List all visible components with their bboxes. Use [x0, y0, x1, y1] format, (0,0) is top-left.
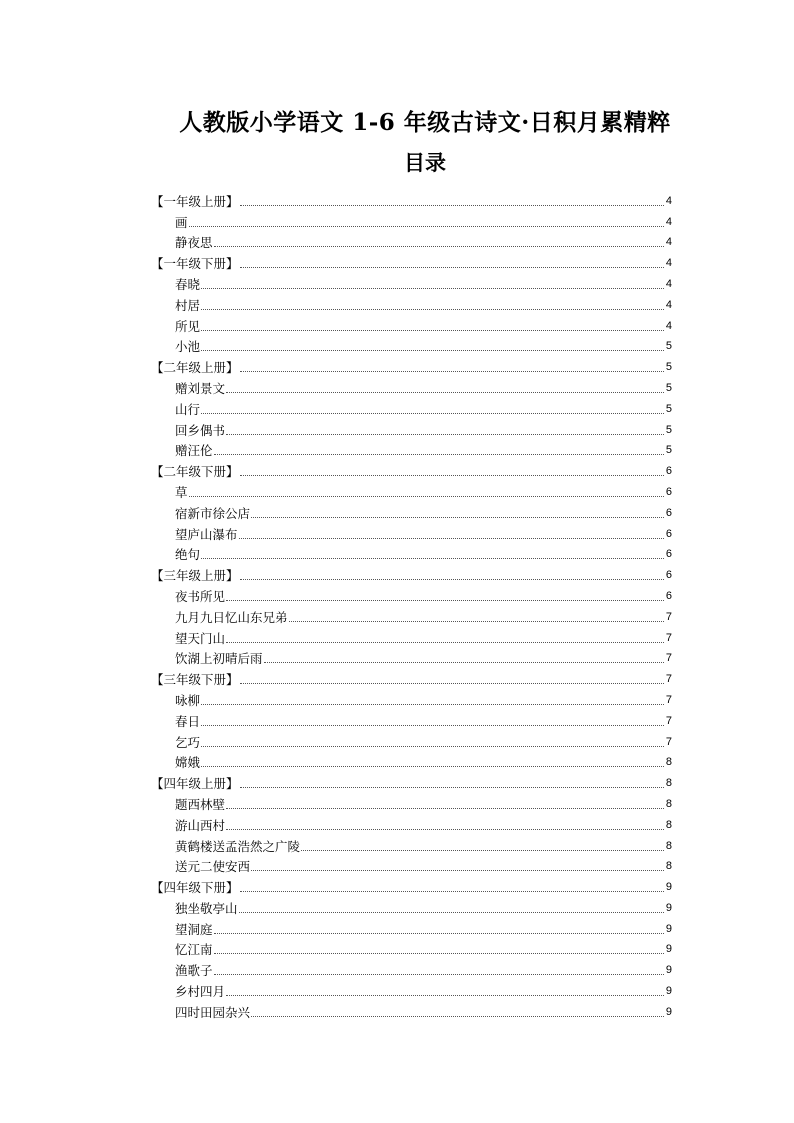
toc-entry-row[interactable] [151, 793, 672, 814]
toc-entry-row[interactable] [151, 502, 672, 523]
toc-entry-label: 绝句 [175, 547, 201, 563]
toc-page-number: 8 [665, 777, 672, 790]
toc-entry-label: 【二年级下册】 [151, 464, 239, 480]
toc-dot-leader [201, 287, 664, 289]
toc-page-number: 5 [665, 340, 672, 353]
toc-dot-leader [214, 973, 664, 975]
toc-entry-label: 望天门山 [175, 630, 226, 646]
toc-dot-leader [214, 952, 664, 954]
toc-page-number: 4 [665, 319, 672, 332]
toc-entry-row[interactable] [151, 1001, 672, 1022]
toc-entry-label: 望庐山瀑布 [175, 526, 238, 542]
toc-dot-leader [226, 433, 664, 435]
toc-page-number: 9 [665, 943, 672, 956]
toc-page-number: 5 [665, 381, 672, 394]
toc-page-number: 4 [665, 194, 672, 207]
toc-dot-leader [201, 412, 664, 414]
toc-dot-leader [240, 786, 664, 788]
toc-entry-label: 送元二使安西 [175, 859, 251, 875]
toc-entry-row[interactable] [151, 315, 672, 336]
toc-entry-label: 画 [175, 214, 188, 230]
toc-page-number: 9 [665, 964, 672, 977]
toc-page-number: 6 [665, 506, 672, 519]
toc-entry-row[interactable] [151, 481, 672, 502]
toc-entry-row[interactable] [151, 856, 672, 877]
toc-entry-row[interactable] [151, 585, 672, 606]
toc-entry-label: 【四年级上册】 [151, 776, 239, 792]
toc-page-number: 9 [665, 1005, 672, 1018]
toc-dot-leader [240, 890, 664, 892]
toc-entry-row[interactable] [151, 211, 672, 232]
toc-dot-leader [214, 245, 664, 247]
toc-entry-row[interactable] [151, 294, 672, 315]
toc-entry-label: 村居 [175, 297, 201, 313]
toc-entry-label: 【三年级下册】 [151, 672, 239, 688]
toc-page-number: 5 [665, 402, 672, 415]
toc-entry-row[interactable] [151, 606, 672, 627]
toc-page-number: 8 [665, 860, 672, 873]
toc-page-number: 9 [665, 922, 672, 935]
table-of-contents [151, 190, 672, 1022]
toc-page-number: 7 [665, 735, 672, 748]
toc-dot-leader [189, 225, 664, 227]
toc-entry-row[interactable] [151, 939, 672, 960]
toc-entry-label: 渔歌子 [175, 963, 213, 979]
toc-page-number: 9 [665, 901, 672, 914]
toc-entry-row[interactable] [151, 273, 672, 294]
toc-dot-leader [251, 516, 664, 518]
toc-page-number: 6 [665, 485, 672, 498]
toc-page-number: 4 [665, 277, 672, 290]
toc-dot-leader [240, 370, 664, 372]
toc-dot-leader [240, 682, 664, 684]
toc-entry-label: 望洞庭 [175, 921, 213, 937]
toc-page-number: 7 [665, 610, 672, 623]
toc-dot-leader [226, 641, 664, 643]
toc-entry-label: 乞巧 [175, 734, 201, 750]
toc-entry-label: 宿新市徐公店 [175, 505, 251, 521]
toc-dot-leader [226, 807, 664, 809]
toc-entry-row[interactable] [151, 648, 672, 669]
toc-entry-row[interactable] [151, 752, 672, 773]
toc-dot-leader [251, 1015, 664, 1017]
toc-entry-label: 赠刘景文 [175, 380, 226, 396]
toc-section-row[interactable] [151, 876, 672, 897]
toc-section-row[interactable] [151, 460, 672, 481]
toc-dot-leader [201, 745, 664, 747]
toc-page-number: 6 [665, 569, 672, 582]
toc-entry-label: 春晓 [175, 276, 201, 292]
toc-dot-leader [214, 932, 664, 934]
toc-page-number: 7 [665, 693, 672, 706]
toc-heading: 目录 [404, 150, 446, 175]
toc-entry-row[interactable] [151, 959, 672, 980]
toc-dot-leader [240, 204, 664, 206]
toc-entry-label: 嫦娥 [175, 755, 201, 771]
toc-entry-label: 忆江南 [175, 942, 213, 958]
toc-dot-leader [214, 453, 664, 455]
toc-page-number: 7 [665, 673, 672, 686]
toc-dot-leader [240, 266, 664, 268]
toc-entry-label: 静夜思 [175, 235, 213, 251]
toc-entry-label: 夜书所见 [175, 588, 226, 604]
toc-entry-row[interactable] [151, 419, 672, 440]
toc-dot-leader [226, 994, 664, 996]
toc-entry-row[interactable] [151, 627, 672, 648]
toc-section-row[interactable] [151, 190, 672, 211]
toc-dot-leader [239, 911, 664, 913]
toc-page-number: 6 [665, 548, 672, 561]
toc-page-number: 5 [665, 423, 672, 436]
toc-entry-row[interactable] [151, 918, 672, 939]
toc-dot-leader [301, 849, 664, 851]
toc-entry-row[interactable] [151, 544, 672, 565]
toc-page-number: 5 [665, 361, 672, 374]
toc-page-number: 8 [665, 797, 672, 810]
toc-page-number: 9 [665, 881, 672, 894]
toc-dot-leader [201, 308, 664, 310]
toc-dot-leader [201, 557, 664, 559]
toc-entry-label: 赠汪伦 [175, 443, 213, 459]
toc-dot-leader [201, 765, 664, 767]
toc-entry-label: 游山西村 [175, 817, 226, 833]
toc-entry-row[interactable] [151, 523, 672, 544]
toc-section-row[interactable] [151, 356, 672, 377]
toc-page-number: 8 [665, 839, 672, 852]
toc-entry-label: 所见 [175, 318, 201, 334]
toc-page-number: 6 [665, 527, 672, 540]
toc-page-number: 7 [665, 631, 672, 644]
toc-entry-label: 【二年级上册】 [151, 360, 239, 376]
toc-dot-leader [189, 495, 664, 497]
toc-entry-row[interactable] [151, 980, 672, 1001]
toc-entry-row[interactable] [151, 377, 672, 398]
toc-entry-label: 小池 [175, 339, 201, 355]
toc-page-number: 5 [665, 444, 672, 457]
toc-entry-row[interactable] [151, 232, 672, 253]
toc-dot-leader [289, 620, 664, 622]
toc-entry-label: 春日 [175, 713, 201, 729]
toc-page-number: 6 [665, 589, 672, 602]
toc-section-row[interactable] [151, 772, 672, 793]
toc-entry-label: 独坐敬亭山 [175, 900, 238, 916]
toc-entry-label: 乡村四月 [175, 984, 226, 1000]
toc-entry-label: 【四年级下册】 [151, 880, 239, 896]
toc-entry-label: 咏柳 [175, 692, 201, 708]
toc-entry-row[interactable] [151, 710, 672, 731]
toc-entry-label: 九月九日忆山东兄弟 [175, 609, 288, 625]
toc-entry-label: 饮湖上初晴后雨 [175, 651, 263, 667]
toc-page-number: 8 [665, 818, 672, 831]
toc-entry-row[interactable] [151, 398, 672, 419]
toc-entry-row[interactable] [151, 897, 672, 918]
toc-entry-row[interactable] [151, 689, 672, 710]
toc-page-number: 4 [665, 257, 672, 270]
toc-entry-label: 【一年级下册】 [151, 256, 239, 272]
toc-entry-row[interactable] [151, 731, 672, 752]
toc-entry-label: 四时田园杂兴 [175, 1004, 251, 1020]
toc-section-row[interactable] [151, 564, 672, 585]
toc-page-number: 9 [665, 985, 672, 998]
toc-dot-leader [239, 537, 664, 539]
toc-dot-leader [226, 391, 664, 393]
toc-page-number: 6 [665, 465, 672, 478]
toc-dot-leader [240, 578, 664, 580]
toc-entry-label: 题西林壁 [175, 796, 226, 812]
toc-page-number: 7 [665, 652, 672, 665]
toc-page-number: 4 [665, 215, 672, 228]
toc-dot-leader [201, 349, 664, 351]
toc-entry-row[interactable] [151, 835, 672, 856]
toc-dot-leader [201, 724, 664, 726]
toc-dot-leader [226, 828, 664, 830]
toc-page-number: 8 [665, 756, 672, 769]
toc-page-number: 4 [665, 298, 672, 311]
toc-entry-label: 草 [175, 484, 188, 500]
toc-entry-label: 【一年级上册】 [151, 193, 239, 209]
toc-dot-leader [264, 661, 664, 663]
document-title: 人教版小学语文 1-6 年级古诗文·日积月累精粹 [179, 109, 671, 136]
toc-entry-row[interactable] [151, 814, 672, 835]
toc-section-row[interactable] [151, 252, 672, 273]
toc-dot-leader [226, 599, 664, 601]
toc-section-row[interactable] [151, 668, 672, 689]
toc-entry-label: 山行 [175, 401, 201, 417]
toc-page-number: 7 [665, 714, 672, 727]
toc-entry-label: 【三年级上册】 [151, 568, 239, 584]
toc-dot-leader [251, 869, 664, 871]
toc-dot-leader [240, 474, 664, 476]
toc-entry-row[interactable] [151, 336, 672, 357]
toc-dot-leader [201, 329, 664, 331]
toc-page-number: 4 [665, 236, 672, 249]
toc-dot-leader [201, 703, 664, 705]
toc-entry-row[interactable] [151, 440, 672, 461]
toc-entry-label: 回乡偶书 [175, 422, 226, 438]
toc-entry-label: 黄鹤楼送孟浩然之广陵 [175, 838, 301, 854]
